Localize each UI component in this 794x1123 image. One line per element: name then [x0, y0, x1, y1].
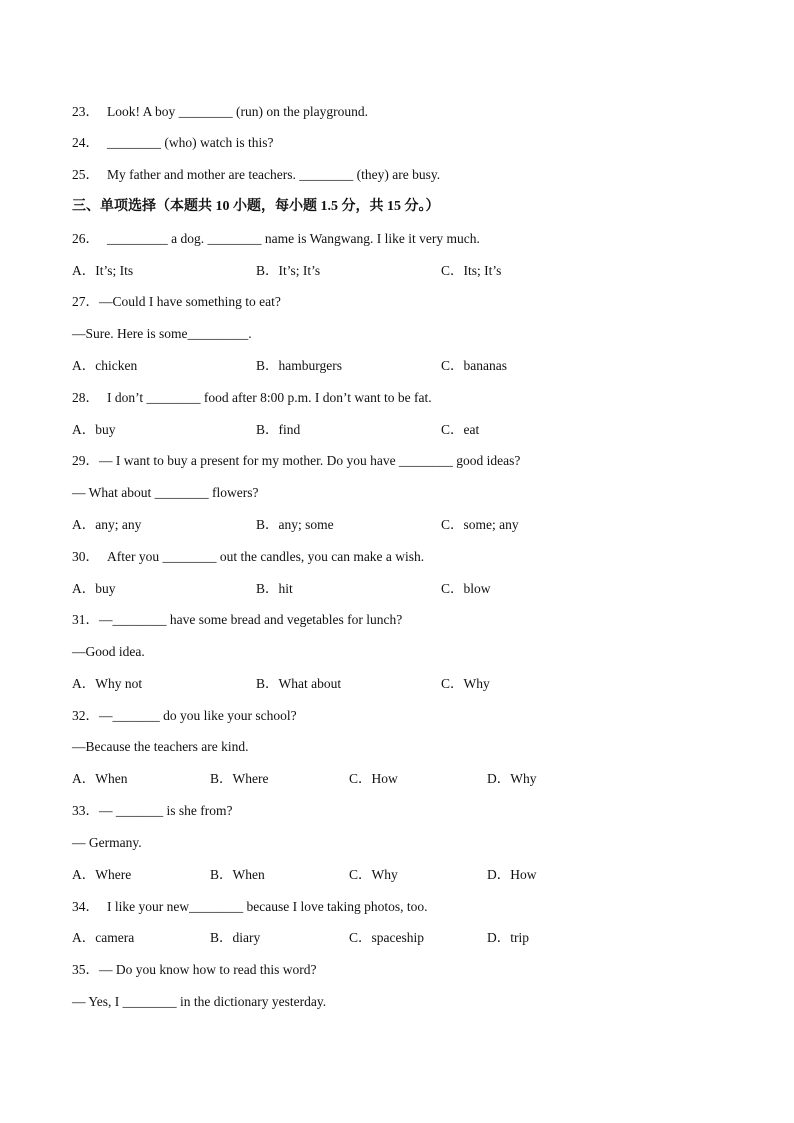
option-a[interactable]: A．Why not: [72, 676, 143, 691]
option-c[interactable]: C．Its; It’s: [441, 263, 502, 278]
question-number: 25．: [72, 167, 99, 182]
question-29: 29．— I want to buy a present for my mother. Do you have ________ good ideas?: [72, 453, 521, 468]
question-27: 27．—Could I have something to eat?: [72, 294, 281, 309]
question-text: ________ (who) watch is this?: [107, 135, 274, 150]
option-d[interactable]: D．How: [487, 867, 537, 882]
option-a[interactable]: A．Where: [72, 867, 132, 882]
question-32-reply: —Because the teachers are kind.: [72, 739, 249, 754]
question-35-reply: — Yes, I ________ in the dictionary yesterday.: [72, 994, 327, 1009]
question-31-reply: —Good idea.: [72, 644, 145, 659]
option-c[interactable]: C．spaceship: [349, 930, 424, 945]
question-28: [72, 389, 432, 407]
question-29-reply: — What about ________ flowers?: [72, 485, 259, 500]
option-d[interactable]: D．trip: [487, 930, 529, 945]
option-c[interactable]: C．eat: [441, 422, 480, 437]
option-a[interactable]: A．buy: [72, 422, 116, 437]
question-number: 30．: [72, 549, 99, 564]
question-text: _________ a dog. ________ name is Wangwang. I like it very much.: [107, 231, 480, 246]
question-25: [72, 166, 440, 184]
option-b[interactable]: B．any; some: [256, 517, 334, 532]
option-d[interactable]: D．Why: [487, 771, 537, 786]
question-31: 31．—________ have some bread and vegetables for lunch?: [72, 612, 403, 627]
option-c[interactable]: C．How: [349, 771, 398, 786]
option-b[interactable]: B．What about: [256, 676, 342, 691]
question-33: 33．— _______ is she from?: [72, 803, 233, 818]
option-b[interactable]: B．Where: [210, 771, 269, 786]
question-30: [72, 548, 424, 566]
option-b[interactable]: B．hamburgers: [256, 358, 342, 373]
question-33-reply: — Germany.: [72, 835, 142, 850]
option-c[interactable]: C．some; any: [441, 517, 519, 532]
option-a[interactable]: A．buy: [72, 581, 116, 596]
question-text: My father and mother are teachers. ________ (they) are busy.: [107, 167, 441, 182]
section-heading: 三、单项选择（本题共 10 小题，每小题 1.5 分，共 15 分。）: [72, 199, 440, 214]
option-b[interactable]: B．When: [210, 867, 265, 882]
question-23: [72, 103, 368, 121]
option-a[interactable]: A．camera: [72, 930, 135, 945]
option-a[interactable]: A．chicken: [72, 358, 138, 373]
question-24: [72, 134, 273, 152]
question-text: I don’t ________ food after 8:00 p.m. I don’t want to be fat.: [107, 390, 432, 405]
option-b[interactable]: B．diary: [210, 930, 261, 945]
question-number: 23．: [72, 104, 99, 119]
question-35: 35．— Do you know how to read this word?: [72, 962, 317, 977]
question-26: [72, 230, 480, 248]
option-b[interactable]: B．find: [256, 422, 301, 437]
question-number: 26．: [72, 231, 99, 246]
option-b[interactable]: B．It’s; It’s: [256, 263, 321, 278]
question-34: [72, 898, 428, 916]
question-number: 28．: [72, 390, 99, 405]
question-text: After you ________ out the candles, you can make a wish.: [107, 549, 425, 564]
question-text: Look! A boy ________ (run) on the playground.: [107, 104, 368, 119]
question-32: 32．—_______ do you like your school?: [72, 708, 297, 723]
question-number: 24．: [72, 135, 99, 150]
question-number: 34．: [72, 899, 99, 914]
option-a[interactable]: A．It’s; Its: [72, 263, 134, 278]
option-c[interactable]: C．bananas: [441, 358, 507, 373]
question-27-reply: —Sure. Here is some_________.: [72, 326, 252, 341]
option-a[interactable]: A．When: [72, 771, 128, 786]
option-b[interactable]: B．hit: [256, 581, 293, 596]
option-a[interactable]: A．any; any: [72, 517, 142, 532]
question-text: I like your new________ because I love taking photos, too.: [107, 899, 428, 914]
option-c[interactable]: C．Why: [441, 676, 490, 691]
option-c[interactable]: C．blow: [441, 581, 491, 596]
option-c[interactable]: C．Why: [349, 867, 398, 882]
